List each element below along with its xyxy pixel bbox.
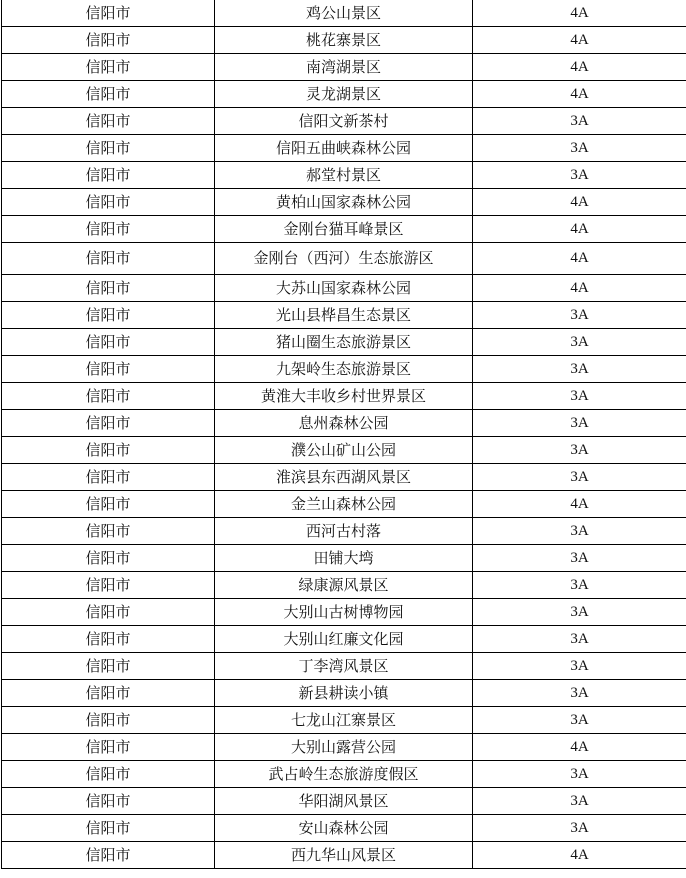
- table-body: [2, 0, 686, 869]
- scenic-name-cell: 华阳湖风景区: [215, 788, 473, 815]
- grade-cell: 3A: [473, 653, 686, 680]
- grade-cell: 3A: [473, 410, 686, 437]
- scenic-name-cell: 猪山圈生态旅游景区: [215, 329, 473, 356]
- table-row: [2, 842, 686, 869]
- table-row: [2, 27, 686, 54]
- scenic-name-cell: 光山县桦昌生态景区: [215, 302, 473, 329]
- scenic-name-cell: 新县耕读小镇: [215, 680, 473, 707]
- grade-cell: 3A: [473, 572, 686, 599]
- table-row: [2, 815, 686, 842]
- city-cell: 信阳市: [2, 842, 215, 869]
- scenic-name-cell: 淮滨县东西湖风景区: [215, 464, 473, 491]
- grade-cell: 3A: [473, 464, 686, 491]
- scenic-name-cell: 信阳文新茶村: [215, 108, 473, 135]
- table-row: [2, 135, 686, 162]
- grade-cell: 3A: [473, 707, 686, 734]
- city-cell: 信阳市: [2, 788, 215, 815]
- scenic-name-cell: 西河古村落: [215, 518, 473, 545]
- city-cell: 信阳市: [2, 27, 215, 54]
- scenic-name-cell: 大别山古树博物园: [215, 599, 473, 626]
- scenic-name-cell: 黄淮大丰收乡村世界景区: [215, 383, 473, 410]
- scenic-name-cell: 大苏山国家森林公园: [215, 275, 473, 302]
- grade-cell: 3A: [473, 545, 686, 572]
- scenic-name-cell: 灵龙湖景区: [215, 81, 473, 108]
- city-cell: 信阳市: [2, 626, 215, 653]
- city-cell: 信阳市: [2, 545, 215, 572]
- scenic-name-cell: 郝堂村景区: [215, 162, 473, 189]
- city-cell: 信阳市: [2, 302, 215, 329]
- grade-cell: 4A: [473, 81, 686, 108]
- table-row: [2, 189, 686, 216]
- grade-cell: 4A: [473, 491, 686, 518]
- scenic-name-cell: 武占岭生态旅游度假区: [215, 761, 473, 788]
- scenic-name-cell: 安山森林公园: [215, 815, 473, 842]
- grade-cell: 3A: [473, 680, 686, 707]
- scenic-name-cell: 西九华山风景区: [215, 842, 473, 869]
- city-cell: 信阳市: [2, 81, 215, 108]
- grade-cell: 3A: [473, 437, 686, 464]
- table-row: [2, 761, 686, 788]
- scenic-name-cell: 金刚台（西河）生态旅游区: [215, 243, 473, 275]
- grade-cell: 3A: [473, 599, 686, 626]
- grade-cell: 4A: [473, 275, 686, 302]
- table-row: [2, 518, 686, 545]
- table-row: [2, 243, 686, 275]
- city-cell: 信阳市: [2, 680, 215, 707]
- city-cell: 信阳市: [2, 599, 215, 626]
- grade-cell: 4A: [473, 27, 686, 54]
- table-row: [2, 54, 686, 81]
- grade-cell: 3A: [473, 626, 686, 653]
- city-cell: 信阳市: [2, 815, 215, 842]
- grade-cell: 3A: [473, 815, 686, 842]
- scenic-name-cell: 大别山露营公园: [215, 734, 473, 761]
- grade-cell: 3A: [473, 761, 686, 788]
- table-row: [2, 572, 686, 599]
- city-cell: 信阳市: [2, 383, 215, 410]
- city-cell: 信阳市: [2, 437, 215, 464]
- grade-cell: 4A: [473, 243, 686, 275]
- city-cell: 信阳市: [2, 464, 215, 491]
- scenic-name-cell: 信阳五曲峡森林公园: [215, 135, 473, 162]
- table-row: [2, 162, 686, 189]
- table-row: [2, 383, 686, 410]
- grade-cell: 3A: [473, 302, 686, 329]
- grade-cell: 3A: [473, 356, 686, 383]
- grade-cell: 4A: [473, 734, 686, 761]
- scenic-spots-table: [1, 0, 686, 869]
- scenic-name-cell: 绿康源风景区: [215, 572, 473, 599]
- city-cell: 信阳市: [2, 0, 215, 27]
- table-row: [2, 788, 686, 815]
- scenic-name-cell: 金兰山森林公园: [215, 491, 473, 518]
- city-cell: 信阳市: [2, 216, 215, 243]
- grade-cell: 4A: [473, 842, 686, 869]
- table-row: [2, 734, 686, 761]
- grade-cell: 4A: [473, 216, 686, 243]
- scenic-name-cell: 息州森林公园: [215, 410, 473, 437]
- table-row: [2, 680, 686, 707]
- table-row: [2, 491, 686, 518]
- city-cell: 信阳市: [2, 189, 215, 216]
- city-cell: 信阳市: [2, 162, 215, 189]
- grade-cell: 3A: [473, 162, 686, 189]
- city-cell: 信阳市: [2, 734, 215, 761]
- table-row: [2, 437, 686, 464]
- city-cell: 信阳市: [2, 135, 215, 162]
- grade-cell: 3A: [473, 329, 686, 356]
- city-cell: 信阳市: [2, 653, 215, 680]
- table-row: [2, 108, 686, 135]
- table-row: [2, 0, 686, 27]
- city-cell: 信阳市: [2, 518, 215, 545]
- grade-cell: 3A: [473, 135, 686, 162]
- scenic-name-cell: 濮公山矿山公园: [215, 437, 473, 464]
- scenic-name-cell: 七龙山江寨景区: [215, 707, 473, 734]
- table-row: [2, 216, 686, 243]
- table-row: [2, 81, 686, 108]
- table-row: [2, 275, 686, 302]
- table-row: [2, 464, 686, 491]
- city-cell: 信阳市: [2, 572, 215, 599]
- table-row: [2, 599, 686, 626]
- scenic-name-cell: 桃花寨景区: [215, 27, 473, 54]
- grade-cell: 4A: [473, 54, 686, 81]
- city-cell: 信阳市: [2, 356, 215, 383]
- grade-cell: 3A: [473, 518, 686, 545]
- table-row: [2, 707, 686, 734]
- scenic-name-cell: 鸡公山景区: [215, 0, 473, 27]
- city-cell: 信阳市: [2, 54, 215, 81]
- scenic-name-cell: 南湾湖景区: [215, 54, 473, 81]
- table-row: [2, 626, 686, 653]
- grade-cell: 4A: [473, 189, 686, 216]
- scenic-name-cell: 田铺大塆: [215, 545, 473, 572]
- table-row: [2, 410, 686, 437]
- table-row: [2, 653, 686, 680]
- scenic-name-cell: 黄柏山国家森林公园: [215, 189, 473, 216]
- city-cell: 信阳市: [2, 243, 215, 275]
- table-row: [2, 356, 686, 383]
- city-cell: 信阳市: [2, 108, 215, 135]
- grade-cell: 4A: [473, 0, 686, 27]
- city-cell: 信阳市: [2, 761, 215, 788]
- scenic-name-cell: 大别山红廉文化园: [215, 626, 473, 653]
- city-cell: 信阳市: [2, 275, 215, 302]
- city-cell: 信阳市: [2, 410, 215, 437]
- city-cell: 信阳市: [2, 329, 215, 356]
- scenic-name-cell: 九架岭生态旅游景区: [215, 356, 473, 383]
- table-row: [2, 302, 686, 329]
- grade-cell: 3A: [473, 383, 686, 410]
- scenic-name-cell: 丁李湾风景区: [215, 653, 473, 680]
- table-row: [2, 329, 686, 356]
- city-cell: 信阳市: [2, 707, 215, 734]
- city-cell: 信阳市: [2, 491, 215, 518]
- table-row: [2, 545, 686, 572]
- grade-cell: 3A: [473, 108, 686, 135]
- grade-cell: 3A: [473, 788, 686, 815]
- scenic-name-cell: 金刚台猫耳峰景区: [215, 216, 473, 243]
